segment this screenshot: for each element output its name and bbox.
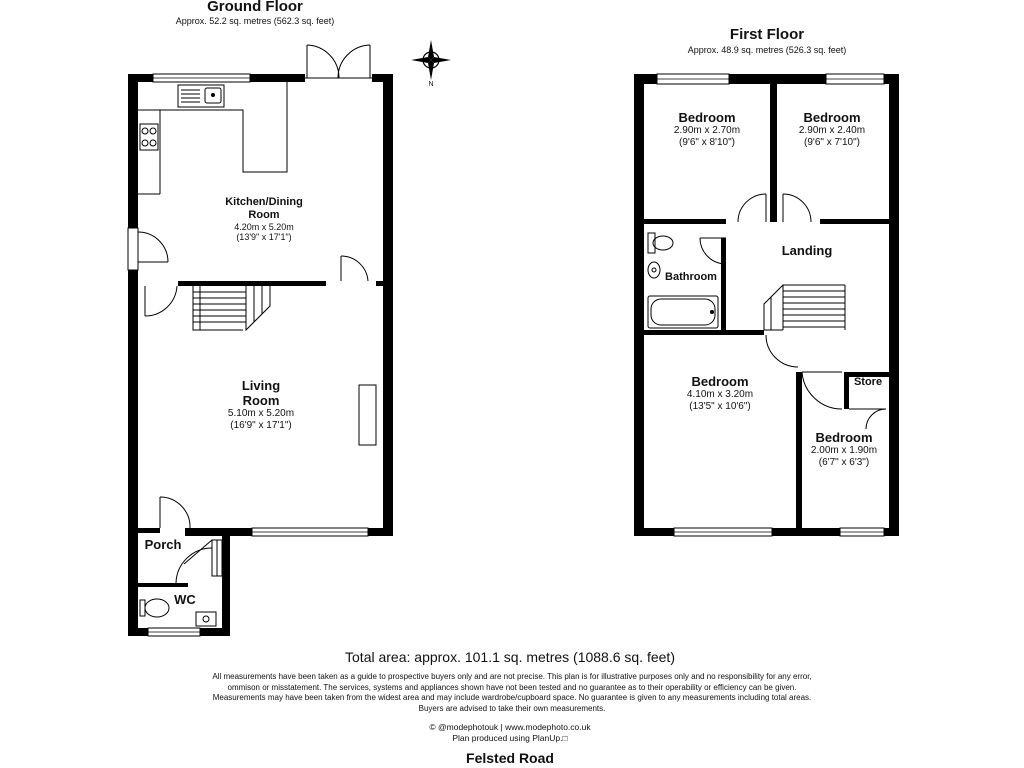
room-dimensions-imperial: (13'5" x 10'6"): [689, 401, 751, 412]
room-name: Living: [241, 378, 281, 393]
store-label: Store: [853, 376, 883, 388]
total-area: Total area: approx. 101.1 sq. metres (1088.6 sq. feet): [345, 649, 675, 665]
room-dimensions-imperial: (9'6" x 8'10"): [679, 137, 735, 148]
ground-staircase: [193, 286, 270, 330]
porch-label: Porch: [144, 537, 182, 552]
credits: [360, 722, 660, 744]
disclaimer-line: ommison or misstatement. The services, systems and appliances shown have not been tested and no guarantee as to their operability or efficiency can be given.: [227, 682, 797, 692]
room-dimensions-imperial: (9'6" x 7'10"): [804, 137, 860, 148]
fireplace: [359, 385, 376, 445]
bedroom-3-label: [664, 374, 776, 413]
room-name: Room: [248, 209, 280, 221]
compass-north-label: N: [428, 81, 434, 88]
room-dimensions-imperial: (6'7" x 6'3"): [818, 457, 870, 468]
disclaimer-line: Buyers are advised to take their own measurements.: [418, 703, 606, 713]
room-name: Bedroom: [803, 110, 861, 125]
credits-line: © @modephotouk | www.modephoto.co.uk: [429, 722, 591, 732]
ground-floor-area: Approx. 52.2 sq. metres (562.3 sq. feet): [175, 16, 335, 26]
room-dimensions-metric: 5.10m x 5.20m: [227, 408, 295, 419]
kitchen-dining-label: [200, 196, 328, 242]
disclaimer-line: Measurements may have been taken from the widest area and may include wardrobe/cupboard space. No guarantee is given to any measurements including total areas.: [212, 693, 812, 702]
first-staircase: [764, 285, 845, 330]
ground-floor-title: Ground Floor: [207, 0, 303, 15]
address-label: Felsted Road: [466, 750, 554, 766]
room-name: Kitchen/Dining: [225, 196, 303, 208]
landing-label: Landing: [781, 243, 833, 258]
room-name: Bedroom: [815, 430, 873, 445]
room-dimensions-imperial: (13'9" x 17'1"): [236, 232, 292, 242]
room-name: Bedroom: [691, 374, 749, 389]
room-dimensions-metric: 2.90m x 2.40m: [798, 125, 866, 136]
room-dimensions-metric: 2.90m x 2.70m: [673, 125, 741, 136]
compass-rose-icon: [411, 40, 451, 80]
room-dimensions-metric: 4.10m x 3.20m: [686, 389, 754, 400]
first-floor-area: Approx. 48.9 sq. metres (526.3 sq. feet): [687, 45, 847, 55]
kitchen-side-door: [138, 232, 168, 262]
disclaimer-line: All measurements have been taken as a guide to prospective buyers only and are not precise. This plan is for illustrative purposes only and no responsibility for any error,: [212, 672, 812, 681]
french-doors: [305, 45, 372, 78]
credits-line: Plan produced using PlanUp.□: [452, 733, 568, 743]
room-dimensions-imperial: (16'9" x 17'1"): [230, 420, 292, 431]
wc-label: WC: [174, 592, 196, 607]
bedroom-2-label: [780, 110, 884, 149]
kitchen-counters: [138, 82, 287, 194]
room-dimensions-metric: 4.20m x 5.20m: [234, 222, 294, 232]
disclaimer: [112, 672, 912, 714]
room-name: Room: [242, 393, 280, 408]
bedroom-1-label: [655, 110, 759, 149]
first-floor-title: First Floor: [729, 26, 805, 43]
bedroom-4-label: [800, 430, 888, 469]
bathroom-label: Bathroom: [665, 271, 717, 283]
room-dimensions-metric: 2.00m x 1.90m: [810, 445, 878, 456]
living-room-label: [196, 378, 326, 432]
room-name: Bedroom: [678, 110, 736, 125]
